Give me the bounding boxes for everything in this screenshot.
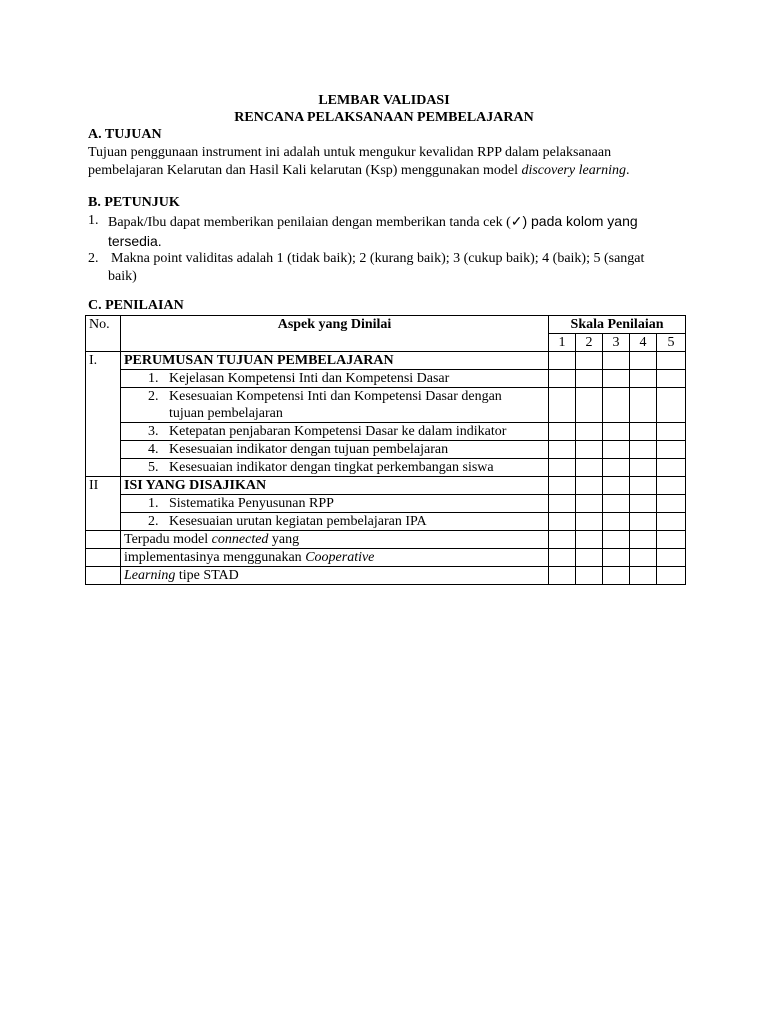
table-row xyxy=(86,459,686,477)
aspect-item xyxy=(124,513,545,530)
instruction-line-2: baik) xyxy=(108,269,137,284)
table-row xyxy=(86,495,686,513)
instruction-item xyxy=(88,212,688,250)
score-cell-1[interactable] xyxy=(549,441,576,459)
aspect-text-italic: Cooperative xyxy=(305,550,375,565)
score-cell-2[interactable] xyxy=(576,459,603,477)
table-row xyxy=(86,531,686,549)
no-cell xyxy=(86,567,121,585)
aspect-text-plain: yang xyxy=(268,532,300,547)
score-cell-5[interactable] xyxy=(657,531,686,549)
score-cell-2[interactable] xyxy=(576,531,603,549)
score-cell-4[interactable] xyxy=(630,567,657,585)
score-cell-3[interactable] xyxy=(603,531,630,549)
score-cell-1[interactable] xyxy=(549,531,576,549)
score-cell-4[interactable] xyxy=(630,495,657,513)
score-cell-2[interactable] xyxy=(576,352,603,370)
score-cell-5[interactable] xyxy=(657,423,686,441)
instruction-line-2: tersedia. xyxy=(108,233,162,249)
score-cell-5[interactable] xyxy=(657,441,686,459)
aspect-cell xyxy=(121,513,549,531)
instruction-line xyxy=(108,212,688,232)
aspect-cell xyxy=(121,531,549,549)
score-cell-2[interactable] xyxy=(576,495,603,513)
aspect-cell xyxy=(121,459,549,477)
score-cell-4[interactable] xyxy=(630,370,657,388)
aspect-item xyxy=(124,441,545,458)
scale-3: 3 xyxy=(603,334,630,352)
aspect-number: 1. xyxy=(148,496,159,511)
section-b-heading: B. PETUNJUK xyxy=(88,195,180,210)
aspect-text: Kesesuaian indikator dengan tujuan pembelajaran xyxy=(169,442,449,457)
aspect-number: 2. xyxy=(148,389,159,404)
score-cell-4[interactable] xyxy=(630,352,657,370)
aspect-item xyxy=(124,388,545,422)
score-cell-1[interactable] xyxy=(549,423,576,441)
aspect-item xyxy=(124,370,545,387)
section-row xyxy=(86,477,686,495)
aspect-number: 1. xyxy=(148,371,159,386)
section-c-heading: C. PENILAIAN xyxy=(88,298,184,313)
score-cell-3[interactable] xyxy=(603,352,630,370)
score-cell-4[interactable] xyxy=(630,513,657,531)
instruction-number: 1. xyxy=(88,213,99,228)
score-cell-5[interactable] xyxy=(657,549,686,567)
aspect-item xyxy=(124,495,545,512)
score-cell-1[interactable] xyxy=(549,567,576,585)
aspect-text: Kesesuaian urutan kegiatan pembelajaran IPA xyxy=(169,514,427,529)
no-cell xyxy=(86,531,121,549)
score-cell-3[interactable] xyxy=(603,441,630,459)
score-cell-2[interactable] xyxy=(576,388,603,423)
aspect-text: Kesesuaian Kompetensi Inti dan Kompetensi Dasar dengan xyxy=(169,389,502,404)
score-cell-1[interactable] xyxy=(549,352,576,370)
score-cell-2[interactable] xyxy=(576,549,603,567)
table-row xyxy=(86,423,686,441)
section-title: ISI YANG DISAJIKAN xyxy=(121,477,549,495)
score-cell-4[interactable] xyxy=(630,531,657,549)
section-title: PERUMUSAN TUJUAN PEMBELAJARAN xyxy=(121,352,549,370)
column-header-no: No. xyxy=(86,316,121,352)
aspect-item xyxy=(124,423,545,440)
score-cell-5[interactable] xyxy=(657,477,686,495)
score-cell-1[interactable] xyxy=(549,459,576,477)
table-row xyxy=(86,370,686,388)
section-row xyxy=(86,352,686,370)
scale-1: 1 xyxy=(549,334,576,352)
score-cell-1[interactable] xyxy=(549,495,576,513)
table-row xyxy=(86,441,686,459)
aspect-text-plain: Terpadu model xyxy=(124,532,212,547)
validation-table xyxy=(85,315,686,585)
section-a xyxy=(88,126,688,180)
aspect-cell xyxy=(121,423,549,441)
instruction-line: Makna point validitas adalah 1 (tidak baik); 2 (kurang baik); 3 (cukup baik); 4 (baik); 5 (sangat xyxy=(111,251,645,266)
aspect-cell xyxy=(121,441,549,459)
column-header-aspek: Aspek yang Dinilai xyxy=(121,316,549,352)
score-cell-1[interactable] xyxy=(549,370,576,388)
aspect-cell xyxy=(121,495,549,513)
table-row xyxy=(86,513,686,531)
aspect-text: tujuan pembelajaran xyxy=(169,406,283,421)
aspect-cell xyxy=(121,567,549,585)
score-cell-4[interactable] xyxy=(630,477,657,495)
section-b xyxy=(88,194,688,286)
aspect-number: 5. xyxy=(148,460,159,475)
score-cell-2[interactable] xyxy=(576,477,603,495)
score-cell-3[interactable] xyxy=(603,388,630,423)
instruction-number: 2. xyxy=(88,251,99,266)
section-a-heading: A. TUJUAN xyxy=(88,127,162,142)
score-cell-3[interactable] xyxy=(603,370,630,388)
score-cell-1[interactable] xyxy=(549,477,576,495)
score-cell-4[interactable] xyxy=(630,423,657,441)
score-cell-4[interactable] xyxy=(630,441,657,459)
aspect-text: Kesesuaian indikator dengan tingkat perkembangan siswa xyxy=(169,460,494,475)
score-cell-5[interactable] xyxy=(657,370,686,388)
aspect-number: 4. xyxy=(148,442,159,457)
table-row xyxy=(86,567,686,585)
scale-5: 5 xyxy=(657,334,686,352)
aspect-text: Ketepatan penjabaran Kompetensi Dasar ke dalam indikator xyxy=(169,424,507,439)
score-cell-3[interactable] xyxy=(603,549,630,567)
aspect-cell xyxy=(121,370,549,388)
aspect-cell xyxy=(121,388,549,423)
score-cell-1[interactable] xyxy=(549,549,576,567)
table-row xyxy=(86,549,686,567)
aspect-number: 2. xyxy=(148,514,159,529)
instruction-serif-text: Bapak/Ibu dapat memberikan penilaian dengan memberikan tanda cek (✓ xyxy=(108,215,523,230)
no-cell xyxy=(86,549,121,567)
score-cell-3[interactable] xyxy=(603,567,630,585)
score-cell-3[interactable] xyxy=(603,495,630,513)
score-cell-3[interactable] xyxy=(603,459,630,477)
score-cell-5[interactable] xyxy=(657,567,686,585)
aspect-text-italic: Learning xyxy=(124,568,176,583)
score-cell-5[interactable] xyxy=(657,459,686,477)
section-a-text-italic: discovery learning xyxy=(521,163,627,178)
section-a-text-line-1: Tujuan penggunaan instrument ini adalah untuk mengukur kevalidan RPP dalam pelaksanaan xyxy=(88,145,612,160)
score-cell-5[interactable] xyxy=(657,388,686,423)
section-number: I. xyxy=(86,352,121,477)
score-cell-5[interactable] xyxy=(657,495,686,513)
column-header-skala: Skala Penilaian xyxy=(549,316,686,334)
title-line-2: RENCANA PELAKSANAAN PEMBELAJARAN xyxy=(234,110,534,125)
score-cell-2[interactable] xyxy=(576,441,603,459)
score-cell-2[interactable] xyxy=(576,567,603,585)
table-body xyxy=(86,352,686,585)
scale-4: 4 xyxy=(630,334,657,352)
score-cell-3[interactable] xyxy=(603,513,630,531)
section-a-text-line-2 xyxy=(88,162,688,180)
score-cell-1[interactable] xyxy=(549,388,576,423)
score-cell-5[interactable] xyxy=(657,513,686,531)
section-a-text-plain: pembelajaran Kelarutan dan Hasil Kali kelarutan (Ksp) menggunakan model xyxy=(88,163,522,178)
score-cell-4[interactable] xyxy=(630,459,657,477)
section-a-text-end: . xyxy=(626,163,630,178)
score-cell-2[interactable] xyxy=(576,370,603,388)
document-title xyxy=(0,92,768,126)
score-cell-5[interactable] xyxy=(657,352,686,370)
score-cell-4[interactable] xyxy=(630,388,657,423)
instruction-list xyxy=(88,212,688,286)
score-cell-3[interactable] xyxy=(603,477,630,495)
score-cell-4[interactable] xyxy=(630,549,657,567)
title-line-1: LEMBAR VALIDASI xyxy=(318,93,450,108)
table-header-row xyxy=(86,316,686,334)
aspect-number: 3. xyxy=(148,424,159,439)
aspect-text-plain: tipe STAD xyxy=(175,568,239,583)
score-cell-1[interactable] xyxy=(549,513,576,531)
score-cell-2[interactable] xyxy=(576,513,603,531)
score-cell-3[interactable] xyxy=(603,423,630,441)
aspect-cell xyxy=(121,549,549,567)
aspect-item xyxy=(124,459,545,476)
aspect-text: Kejelasan Kompetensi Inti dan Kompetensi Dasar xyxy=(169,371,450,386)
table-row xyxy=(86,388,686,423)
instruction-sans-text: ) pada kolom yang xyxy=(522,213,638,229)
aspect-text: Sistematika Penyusunan RPP xyxy=(169,496,334,511)
aspect-text-plain: implementasinya menggunakan xyxy=(124,550,306,565)
aspect-text-italic: connected xyxy=(211,532,269,547)
score-cell-2[interactable] xyxy=(576,423,603,441)
scale-2: 2 xyxy=(576,334,603,352)
section-number: II xyxy=(86,477,121,531)
instruction-item xyxy=(88,250,688,286)
